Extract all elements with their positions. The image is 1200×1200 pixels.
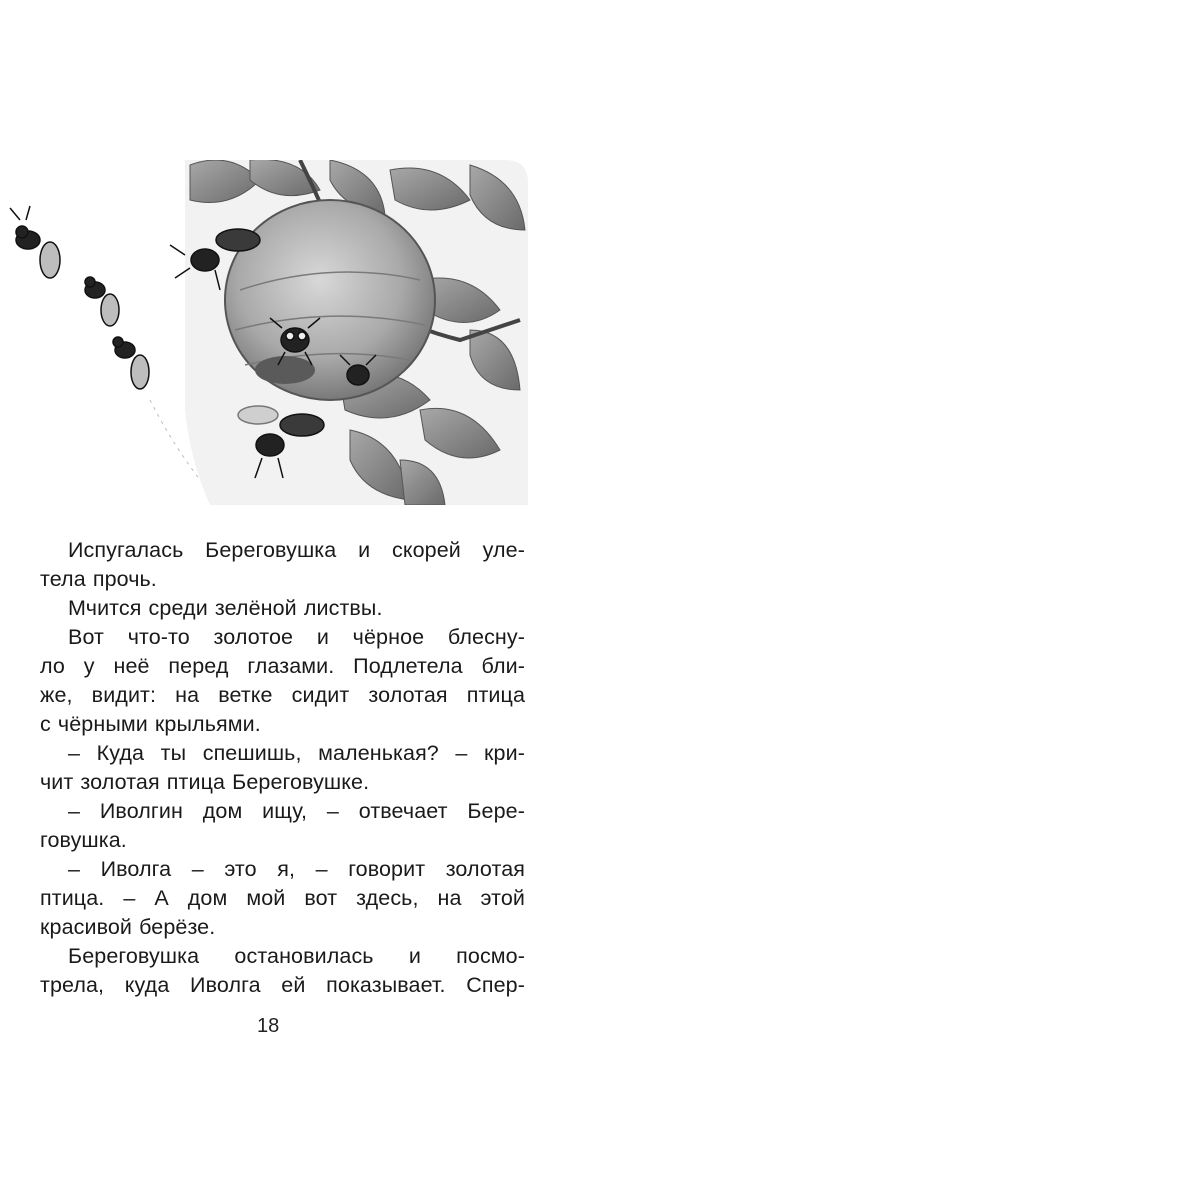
text-line: красивой берёзе. [40, 915, 216, 939]
right-page [600, 0, 1200, 1200]
text-line: Вот что-то золотое и чёрное блесну- [68, 625, 525, 649]
text-line: – Иволгин дом ищу, – отвечает Бере- [68, 799, 525, 823]
text-line: – Куда ты спешишь, маленькая? – кри- [68, 741, 525, 765]
text-line: же, видит: на ветке сидит золотая птица [40, 683, 525, 707]
text-line: Испугалась Береговушка и скорей уле- [68, 538, 525, 562]
text-line: Береговушка остановилась и посмо- [68, 944, 525, 968]
left-page-text [40, 536, 525, 1000]
wasp-icon-2 [85, 277, 119, 326]
text-line: ло у неё перед глазами. Подлетела бли- [40, 654, 525, 678]
text-line: чит золотая птица Береговушке. [40, 770, 370, 794]
text-line: тела прочь. [40, 567, 157, 591]
page-number-left: 18 [257, 1015, 280, 1037]
text-line: Мчится среди зелёной листвы. [68, 596, 383, 620]
text-line: птица. – А дом мой вот здесь, на этой [40, 886, 525, 910]
text-line: – Иволга – это я, – говорит золотая [68, 857, 525, 881]
text-line: говушка. [40, 828, 127, 852]
wasp-icon-1 [10, 206, 60, 278]
text-line: трела, куда Иволга ей показывает. Спер- [40, 973, 525, 997]
wasp-nest-illustration [0, 160, 530, 505]
text-line: с чёрными крыльями. [40, 712, 261, 736]
wasp-icon-3 [113, 337, 149, 389]
